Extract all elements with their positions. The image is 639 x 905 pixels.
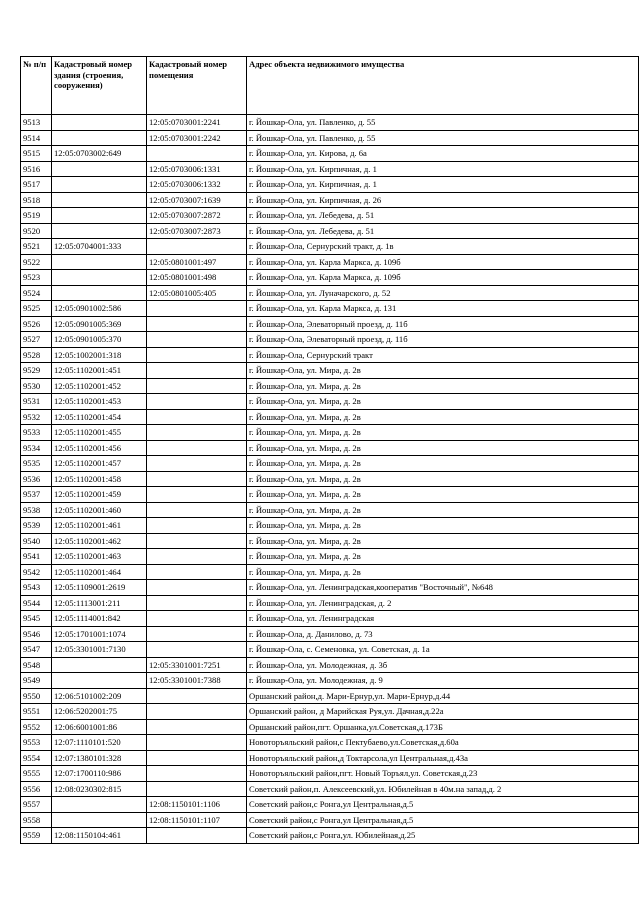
cell-address: г. Йошкар-Ола, ул. Ленинградская,кооператив "Восточный", №648 bbox=[247, 580, 639, 596]
table-row bbox=[21, 115, 639, 131]
cell-premise-cadastral bbox=[147, 425, 247, 441]
cell-building-cadastral bbox=[52, 115, 147, 131]
cell-address: г. Йошкар-Ола, ул. Молодежная, д. 9 bbox=[247, 673, 639, 689]
table-row bbox=[21, 657, 639, 673]
table-row bbox=[21, 409, 639, 425]
cell-building-cadastral: 12:05:1102001:454 bbox=[52, 409, 147, 425]
table-row bbox=[21, 549, 639, 565]
cell-number: 9546 bbox=[21, 626, 52, 642]
cell-number: 9520 bbox=[21, 223, 52, 239]
header-premise-cadastral: Кадастровый номер помещения bbox=[147, 57, 247, 115]
cell-number: 9516 bbox=[21, 161, 52, 177]
table-row bbox=[21, 673, 639, 689]
table-row bbox=[21, 347, 639, 363]
cell-number: 9533 bbox=[21, 425, 52, 441]
cell-premise-cadastral bbox=[147, 766, 247, 782]
cell-address: г. Йошкар-Ола, ул. Мира, д. 2в bbox=[247, 564, 639, 580]
table-row bbox=[21, 456, 639, 472]
cell-address: г. Йошкар-Ола, ул. Ленинградская bbox=[247, 611, 639, 627]
cell-premise-cadastral bbox=[147, 394, 247, 410]
cell-premise-cadastral bbox=[147, 378, 247, 394]
cell-building-cadastral: 12:05:0901005:369 bbox=[52, 316, 147, 332]
cell-address: г. Йошкар-Ола, ул. Павленко, д. 55 bbox=[247, 130, 639, 146]
cell-address: Оршанский район,д. Мари-Ернур,ул. Мари-Ернур,д.44 bbox=[247, 688, 639, 704]
cell-building-cadastral: 12:07:1700110:986 bbox=[52, 766, 147, 782]
cell-premise-cadastral: 12:05:0801001:498 bbox=[147, 270, 247, 286]
cell-building-cadastral: 12:05:1102001:463 bbox=[52, 549, 147, 565]
cell-premise-cadastral bbox=[147, 626, 247, 642]
cell-address: Новоторъяльский район,пгт. Новый Торъял,ул. Советская,д.23 bbox=[247, 766, 639, 782]
cell-premise-cadastral bbox=[147, 502, 247, 518]
cell-premise-cadastral: 12:08:1150101:1107 bbox=[147, 812, 247, 828]
cell-number: 9557 bbox=[21, 797, 52, 813]
cell-address: г. Йошкар-Ола, ул. Кирпичная, д. 1 bbox=[247, 177, 639, 193]
cell-premise-cadastral: 12:05:0703007:1639 bbox=[147, 192, 247, 208]
table-body bbox=[21, 115, 639, 844]
cell-premise-cadastral bbox=[147, 580, 247, 596]
table-row bbox=[21, 316, 639, 332]
cell-number: 9539 bbox=[21, 518, 52, 534]
cell-building-cadastral: 12:08:1150104:461 bbox=[52, 828, 147, 844]
cell-premise-cadastral: 12:08:1150101:1106 bbox=[147, 797, 247, 813]
cell-premise-cadastral bbox=[147, 471, 247, 487]
table-row bbox=[21, 208, 639, 224]
cell-premise-cadastral bbox=[147, 487, 247, 503]
cell-premise-cadastral bbox=[147, 239, 247, 255]
cell-building-cadastral: 12:07:1110101:520 bbox=[52, 735, 147, 751]
cell-address: г. Йошкар-Ола, ул. Мира, д. 2в bbox=[247, 363, 639, 379]
cell-address: г. Йошкар-Ола, ул. Ленинградская, д. 2 bbox=[247, 595, 639, 611]
cell-number: 9535 bbox=[21, 456, 52, 472]
cell-number: 9544 bbox=[21, 595, 52, 611]
cell-premise-cadastral: 12:05:0703006:1332 bbox=[147, 177, 247, 193]
cell-number: 9523 bbox=[21, 270, 52, 286]
cell-number: 9545 bbox=[21, 611, 52, 627]
cell-building-cadastral bbox=[52, 812, 147, 828]
cell-number: 9530 bbox=[21, 378, 52, 394]
cell-number: 9531 bbox=[21, 394, 52, 410]
cell-building-cadastral: 12:05:1102001:456 bbox=[52, 440, 147, 456]
table-row bbox=[21, 177, 639, 193]
cell-building-cadastral bbox=[52, 130, 147, 146]
table-row bbox=[21, 533, 639, 549]
cell-building-cadastral: 12:08:0230302:815 bbox=[52, 781, 147, 797]
cell-building-cadastral: 12:05:1102001:453 bbox=[52, 394, 147, 410]
cell-premise-cadastral: 12:05:0801001:497 bbox=[147, 254, 247, 270]
table-row bbox=[21, 518, 639, 534]
cell-number: 9542 bbox=[21, 564, 52, 580]
cell-premise-cadastral: 12:05:3301001:7251 bbox=[147, 657, 247, 673]
cell-address: Советский район,с Ронга,ул. Юбилейная,д.25 bbox=[247, 828, 639, 844]
cell-address: г. Йошкар-Ола, ул. Мира, д. 2в bbox=[247, 471, 639, 487]
cell-number: 9521 bbox=[21, 239, 52, 255]
cell-number: 9515 bbox=[21, 146, 52, 162]
cell-address: Новоторъяльский район,с Пектубаево,ул.Советская,д.60а bbox=[247, 735, 639, 751]
cell-building-cadastral: 12:05:1102001:451 bbox=[52, 363, 147, 379]
cell-number: 9551 bbox=[21, 704, 52, 720]
cell-address: г. Йошкар-Ола, ул. Мира, д. 2в bbox=[247, 409, 639, 425]
cell-building-cadastral: 12:05:1102001:464 bbox=[52, 564, 147, 580]
cell-number: 9541 bbox=[21, 549, 52, 565]
cell-number: 9526 bbox=[21, 316, 52, 332]
cell-premise-cadastral bbox=[147, 781, 247, 797]
cell-premise-cadastral bbox=[147, 347, 247, 363]
cell-building-cadastral: 12:05:1102001:458 bbox=[52, 471, 147, 487]
cell-building-cadastral bbox=[52, 254, 147, 270]
cell-premise-cadastral bbox=[147, 611, 247, 627]
cell-premise-cadastral bbox=[147, 533, 247, 549]
cell-premise-cadastral bbox=[147, 719, 247, 735]
cell-building-cadastral: 12:05:1002001:318 bbox=[52, 347, 147, 363]
cell-address: г. Йошкар-Ола, ул. Кирпичная, д. 26 bbox=[247, 192, 639, 208]
cell-address: г. Йошкар-Ола, ул. Павленко, д. 55 bbox=[247, 115, 639, 131]
cell-number: 9550 bbox=[21, 688, 52, 704]
cell-building-cadastral: 12:06:6001001:86 bbox=[52, 719, 147, 735]
cell-building-cadastral bbox=[52, 285, 147, 301]
cell-address: Советский район,с Ронга,ул Центральная,д.5 bbox=[247, 812, 639, 828]
cell-address: г. Йошкар-Ола, ул. Мира, д. 2в bbox=[247, 487, 639, 503]
cell-address: г. Йошкар-Ола, ул. Мира, д. 2в bbox=[247, 456, 639, 472]
table-row bbox=[21, 130, 639, 146]
cell-address: г. Йошкар-Ола, ул. Кирова, д. 6а bbox=[247, 146, 639, 162]
cell-number: 9534 bbox=[21, 440, 52, 456]
table-row bbox=[21, 611, 639, 627]
table-row bbox=[21, 487, 639, 503]
cell-premise-cadastral bbox=[147, 409, 247, 425]
table-row bbox=[21, 425, 639, 441]
table-row bbox=[21, 828, 639, 844]
cell-address: г. Йошкар-Ола, ул. Молодежная, д. 3б bbox=[247, 657, 639, 673]
cell-address: г. Йошкар-Ола, ул. Лебедева, д. 51 bbox=[247, 208, 639, 224]
cell-address: г. Йошкар-Ола, ул. Лебедева, д. 51 bbox=[247, 223, 639, 239]
cell-premise-cadastral bbox=[147, 595, 247, 611]
cell-address: Новоторъяльский район,д Токтарсола,ул Центральная,д.43а bbox=[247, 750, 639, 766]
table-row bbox=[21, 270, 639, 286]
cell-premise-cadastral bbox=[147, 301, 247, 317]
cell-address: г. Йошкар-Ола, Сернурский тракт, д. 1в bbox=[247, 239, 639, 255]
cell-building-cadastral: 12:05:1109001:2619 bbox=[52, 580, 147, 596]
table-row bbox=[21, 595, 639, 611]
cell-building-cadastral bbox=[52, 797, 147, 813]
table-row bbox=[21, 192, 639, 208]
cell-number: 9558 bbox=[21, 812, 52, 828]
cell-building-cadastral bbox=[52, 208, 147, 224]
table-row bbox=[21, 440, 639, 456]
cell-premise-cadastral bbox=[147, 564, 247, 580]
cell-premise-cadastral bbox=[147, 642, 247, 658]
cell-premise-cadastral bbox=[147, 688, 247, 704]
cell-number: 9517 bbox=[21, 177, 52, 193]
table-row bbox=[21, 688, 639, 704]
cell-number: 9528 bbox=[21, 347, 52, 363]
table-row bbox=[21, 797, 639, 813]
cell-number: 9538 bbox=[21, 502, 52, 518]
cell-address: г. Йошкар-Ола, ул. Мира, д. 2в bbox=[247, 533, 639, 549]
cell-premise-cadastral: 12:05:3301001:7388 bbox=[147, 673, 247, 689]
table-row bbox=[21, 254, 639, 270]
cell-address: г. Йошкар-Ола, ул. Мира, д. 2в bbox=[247, 378, 639, 394]
cell-premise-cadastral bbox=[147, 440, 247, 456]
cell-premise-cadastral bbox=[147, 828, 247, 844]
cell-building-cadastral: 12:05:1102001:459 bbox=[52, 487, 147, 503]
table-row bbox=[21, 781, 639, 797]
cell-premise-cadastral: 12:05:0703001:2242 bbox=[147, 130, 247, 146]
cell-address: г. Йошкар-Ола, ул. Мира, д. 2в bbox=[247, 394, 639, 410]
cell-number: 9525 bbox=[21, 301, 52, 317]
table-row bbox=[21, 580, 639, 596]
cell-building-cadastral: 12:05:1113001:211 bbox=[52, 595, 147, 611]
cell-number: 9543 bbox=[21, 580, 52, 596]
cell-address: г. Йошкар-Ола, ул. Мира, д. 2в bbox=[247, 425, 639, 441]
table-row bbox=[21, 812, 639, 828]
cell-number: 9524 bbox=[21, 285, 52, 301]
table-row bbox=[21, 161, 639, 177]
cell-premise-cadastral bbox=[147, 316, 247, 332]
cell-building-cadastral: 12:05:1114001:842 bbox=[52, 611, 147, 627]
cell-number: 9549 bbox=[21, 673, 52, 689]
table-row bbox=[21, 363, 639, 379]
table-row bbox=[21, 146, 639, 162]
cell-number: 9554 bbox=[21, 750, 52, 766]
cell-address: г. Йошкар-Ола, Сернурский тракт bbox=[247, 347, 639, 363]
cell-building-cadastral: 12:05:0704001:333 bbox=[52, 239, 147, 255]
cell-premise-cadastral bbox=[147, 146, 247, 162]
cell-building-cadastral: 12:06:5202001:75 bbox=[52, 704, 147, 720]
cell-building-cadastral: 12:05:0901005:370 bbox=[52, 332, 147, 348]
cell-address: г. Йошкар-Ола, ул. Карла Маркса, д. 109б bbox=[247, 254, 639, 270]
cell-number: 9529 bbox=[21, 363, 52, 379]
table-row bbox=[21, 719, 639, 735]
cell-building-cadastral bbox=[52, 192, 147, 208]
table-row bbox=[21, 239, 639, 255]
cell-building-cadastral: 12:05:1102001:460 bbox=[52, 502, 147, 518]
cell-number: 9553 bbox=[21, 735, 52, 751]
cell-building-cadastral: 12:05:0703002:649 bbox=[52, 146, 147, 162]
cell-premise-cadastral: 12:05:0703001:2241 bbox=[147, 115, 247, 131]
cell-number: 9547 bbox=[21, 642, 52, 658]
cell-premise-cadastral bbox=[147, 704, 247, 720]
cell-number: 9522 bbox=[21, 254, 52, 270]
cell-building-cadastral: 12:06:5101002:209 bbox=[52, 688, 147, 704]
cell-premise-cadastral bbox=[147, 549, 247, 565]
header-address: Адрес объекта недвижимого имущества bbox=[247, 57, 639, 115]
table-row bbox=[21, 502, 639, 518]
cell-address: г. Йошкар-Ола, ул. Карла Маркса, д. 109б bbox=[247, 270, 639, 286]
cell-number: 9559 bbox=[21, 828, 52, 844]
cell-address: г. Йошкар-Ола, ул. Мира, д. 2в bbox=[247, 518, 639, 534]
cell-address: Оршанский район,пгт. Оршанка,ул.Советская,д.173Б bbox=[247, 719, 639, 735]
header-number: № п/п bbox=[21, 57, 52, 115]
registry-table bbox=[20, 56, 639, 844]
cell-address: г. Йошкар-Ола, ул. Мира, д. 2в bbox=[247, 549, 639, 565]
cell-building-cadastral bbox=[52, 223, 147, 239]
cell-address: Советский район,п. Алексеевский,ул. Юбилейная в 40м.на запад,д. 2 bbox=[247, 781, 639, 797]
cell-building-cadastral bbox=[52, 270, 147, 286]
cell-building-cadastral: 12:05:1102001:455 bbox=[52, 425, 147, 441]
cell-number: 9555 bbox=[21, 766, 52, 782]
cell-building-cadastral: 12:05:1102001:462 bbox=[52, 533, 147, 549]
cell-number: 9518 bbox=[21, 192, 52, 208]
cell-address: Оршанский район, д Марийская Руя,ул. Дачная,д.22а bbox=[247, 704, 639, 720]
cell-number: 9514 bbox=[21, 130, 52, 146]
cell-building-cadastral: 12:05:1102001:457 bbox=[52, 456, 147, 472]
cell-address: г. Йошкар-Ола, ул. Луначарского, д. 52 bbox=[247, 285, 639, 301]
cell-address: Советский район,с Ронга,ул Центральная,д.5 bbox=[247, 797, 639, 813]
cell-number: 9537 bbox=[21, 487, 52, 503]
cell-premise-cadastral bbox=[147, 456, 247, 472]
cell-building-cadastral bbox=[52, 673, 147, 689]
table-row bbox=[21, 378, 639, 394]
cell-number: 9527 bbox=[21, 332, 52, 348]
cell-building-cadastral: 12:05:1102001:461 bbox=[52, 518, 147, 534]
table-row bbox=[21, 332, 639, 348]
cell-address: г. Йошкар-Ола, Элеваторный проезд, д. 11б bbox=[247, 332, 639, 348]
cell-building-cadastral: 12:07:1380101:328 bbox=[52, 750, 147, 766]
table-row bbox=[21, 285, 639, 301]
cell-premise-cadastral: 12:05:0801005:405 bbox=[147, 285, 247, 301]
cell-building-cadastral: 12:05:1701001:1074 bbox=[52, 626, 147, 642]
table-row bbox=[21, 223, 639, 239]
cell-premise-cadastral: 12:05:0703007:2873 bbox=[147, 223, 247, 239]
cell-premise-cadastral: 12:05:0703006:1331 bbox=[147, 161, 247, 177]
table-row bbox=[21, 471, 639, 487]
cell-premise-cadastral bbox=[147, 750, 247, 766]
cell-number: 9556 bbox=[21, 781, 52, 797]
cell-number: 9536 bbox=[21, 471, 52, 487]
cell-premise-cadastral bbox=[147, 363, 247, 379]
cell-address: г. Йошкар-Ола, с. Семеновка, ул. Советская, д. 1а bbox=[247, 642, 639, 658]
table-row bbox=[21, 626, 639, 642]
cell-number: 9552 bbox=[21, 719, 52, 735]
cell-number: 9548 bbox=[21, 657, 52, 673]
cell-address: г. Йошкар-Ола, Элеваторный проезд, д. 11б bbox=[247, 316, 639, 332]
cell-number: 9513 bbox=[21, 115, 52, 131]
table-row bbox=[21, 642, 639, 658]
cell-address: г. Йошкар-Ола, ул. Мира, д. 2в bbox=[247, 502, 639, 518]
table-row bbox=[21, 766, 639, 782]
header-building-cadastral: Кадастровый номер здания (строения, сооружения) bbox=[52, 57, 147, 115]
cell-building-cadastral: 12:05:0901002:586 bbox=[52, 301, 147, 317]
cell-address: г. Йошкар-Ола, ул. Мира, д. 2в bbox=[247, 440, 639, 456]
cell-address: г. Йошкар-Ола, д. Данилово, д. 73 bbox=[247, 626, 639, 642]
cell-address: г. Йошкар-Ола, ул. Кирпичная, д. 1 bbox=[247, 161, 639, 177]
table-row bbox=[21, 750, 639, 766]
cell-building-cadastral bbox=[52, 177, 147, 193]
cell-premise-cadastral: 12:05:0703007:2872 bbox=[147, 208, 247, 224]
cell-building-cadastral: 12:05:1102001:452 bbox=[52, 378, 147, 394]
cell-premise-cadastral bbox=[147, 735, 247, 751]
cell-address: г. Йошкар-Ола, ул. Карла Маркса, д. 131 bbox=[247, 301, 639, 317]
cell-premise-cadastral bbox=[147, 332, 247, 348]
table-row bbox=[21, 735, 639, 751]
table-row bbox=[21, 301, 639, 317]
cell-number: 9519 bbox=[21, 208, 52, 224]
cell-premise-cadastral bbox=[147, 518, 247, 534]
table-row bbox=[21, 394, 639, 410]
table-row bbox=[21, 704, 639, 720]
cell-number: 9532 bbox=[21, 409, 52, 425]
cell-building-cadastral bbox=[52, 161, 147, 177]
header-row bbox=[21, 57, 639, 115]
cell-building-cadastral bbox=[52, 657, 147, 673]
table-row bbox=[21, 564, 639, 580]
cell-number: 9540 bbox=[21, 533, 52, 549]
cell-building-cadastral: 12:05:3301001:7130 bbox=[52, 642, 147, 658]
